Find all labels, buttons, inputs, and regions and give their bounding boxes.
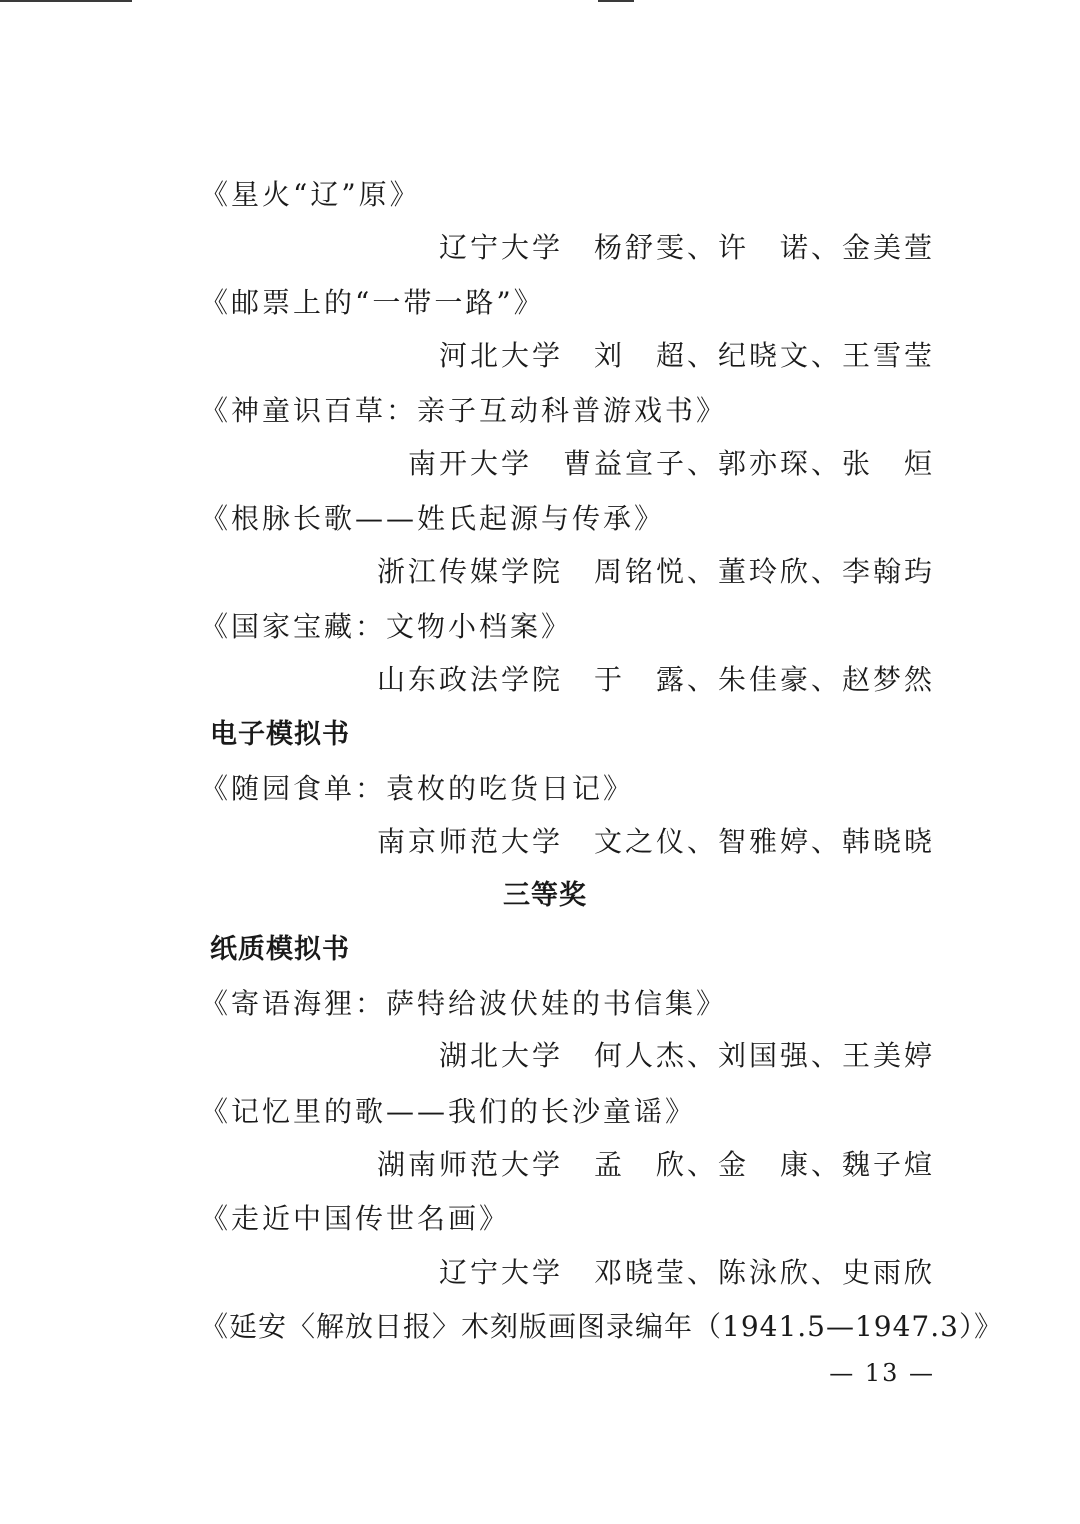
entry-author: 浙江传媒学院 周铭悦、董玲欣、李翰玙 xyxy=(376,555,935,588)
page-number: — 13 — xyxy=(829,1359,935,1387)
section-heading-electronic: 电子模拟书 xyxy=(210,719,350,750)
prize-heading-third: 三等奖 xyxy=(503,880,587,911)
entry-author: 湖北大学 何人杰、刘国强、王美婷 xyxy=(438,1039,935,1072)
entry-title: 《记忆里的歌——我们的长沙童谣》 xyxy=(200,1095,697,1128)
entry-title: 《星火“辽”原》 xyxy=(200,178,421,211)
entry-title: 《走近中国传世名画》 xyxy=(200,1202,511,1235)
entry-title: 《国家宝藏：文物小档案》 xyxy=(200,610,573,643)
entry-author: 河北大学 刘 超、纪晓文、王雪莹 xyxy=(438,339,935,372)
top-rule-right xyxy=(598,0,634,2)
entry-author: 辽宁大学 杨舒雯、许 诺、金美萱 xyxy=(438,231,935,264)
entry-author: 山东政法学院 于 露、朱佳豪、赵梦然 xyxy=(376,663,935,696)
entry-title: 《神童识百草：亲子互动科普游戏书》 xyxy=(200,394,728,427)
top-rule-left xyxy=(0,0,132,2)
entry-author: 辽宁大学 邓晓莹、陈泳欣、史雨欣 xyxy=(438,1256,935,1289)
entry-author: 南开大学 曹益宣子、郭亦琛、张 烜 xyxy=(407,447,935,480)
entry-author: 南京师范大学 文之仪、智雅婷、韩晓晓 xyxy=(376,825,935,858)
entry-author: 湖南师范大学 孟 欣、金 康、魏子煊 xyxy=(376,1148,935,1181)
entry-title: 《寄语海狸：萨特给波伏娃的书信集》 xyxy=(200,987,728,1020)
entry-title: 《邮票上的“一带一路”》 xyxy=(200,286,545,319)
entry-title: 《随园食单：袁枚的吃货日记》 xyxy=(200,772,635,805)
entry-title: 《延安〈解放日报〉木刻版画图录编年（1941.5—1947.3）》 xyxy=(200,1310,1003,1343)
section-heading-paper: 纸质模拟书 xyxy=(210,934,350,965)
entry-title: 《根脉长歌——姓氏起源与传承》 xyxy=(200,502,666,535)
